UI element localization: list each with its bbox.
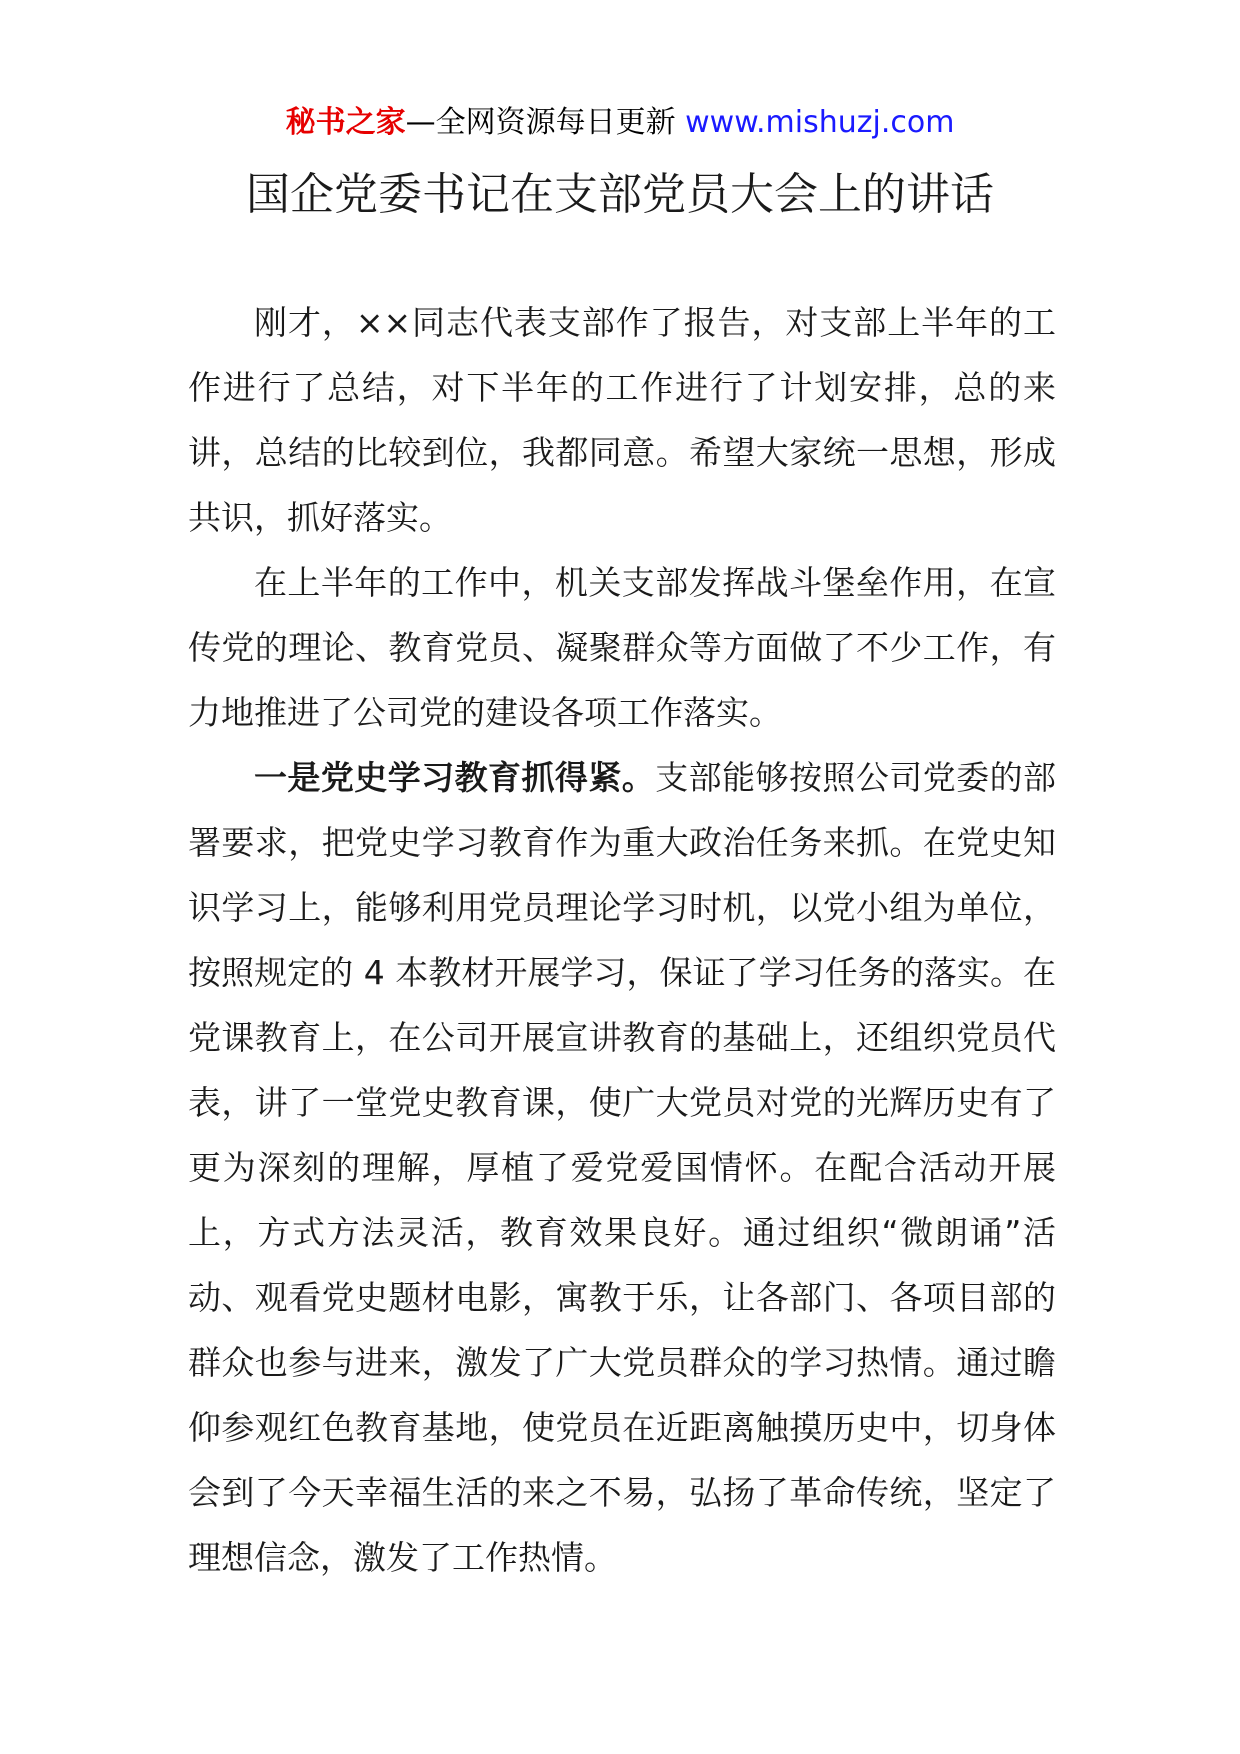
paragraph-text: 刚才，××同志代表支部作了报告，对支部上半年的工作进行了总结，对下半年的工作进行了计划安排，总的来讲，总结的比较到位，我都同意。希望大家统一思想，形成共识，抓好落实。: [188, 303, 1056, 537]
paragraph-intro: [188, 290, 1056, 550]
paragraph-point-one: [188, 745, 1056, 1590]
paragraph-lead-heading: 一是党史学习教育抓得紧。: [254, 758, 656, 797]
paragraph-summary: [188, 550, 1056, 745]
site-header: [0, 103, 1240, 143]
paragraph-text: 在上半年的工作中，机关支部发挥战斗堡垒作用，在宣传党的理论、教育党员、凝聚群众等方面做了不少工作，有力地推进了公司党的建设各项工作落实。: [188, 563, 1056, 732]
document-title: 国企党委书记在支部党员大会上的讲话: [246, 169, 994, 220]
brand-name: 秘书之家: [285, 105, 406, 140]
paragraph-text: 支部能够按照公司党委的部署要求，把党史学习教育作为重大政治任务来抓。在党史知识学习上，能够利用党员理论学习时机，以党小组为单位，按照规定的 4 本教材开展学习，保证了学习任务的落实。在党课教育上，在公司开展宣讲教育的基础上，还组织党员代表，讲了一堂党史教育课，使广大党员对党的光辉历史有了更为深刻的理解，厚植了爱党爱国情怀。在配合活动开展上，方式方法灵活，教育效果良好。通过组织“微朗诵”活动、观看党史题材电影，寓教于乐，让各部门、各项目部的群众也参与进来，激发了广大党员群众的学习热情。通过瞻仰参观红色教育基地，使党员在近距离触摸历史中，切身体会到了今天幸福生活的来之不易，弘扬了革命传统，坚定了理想信念，激发了工作热情。: [188, 758, 1057, 1577]
header-slogan: —全网资源每日更新: [405, 105, 686, 140]
site-url-link[interactable]: www.mishuzj.com: [685, 105, 955, 140]
document-body: [188, 290, 1056, 1590]
